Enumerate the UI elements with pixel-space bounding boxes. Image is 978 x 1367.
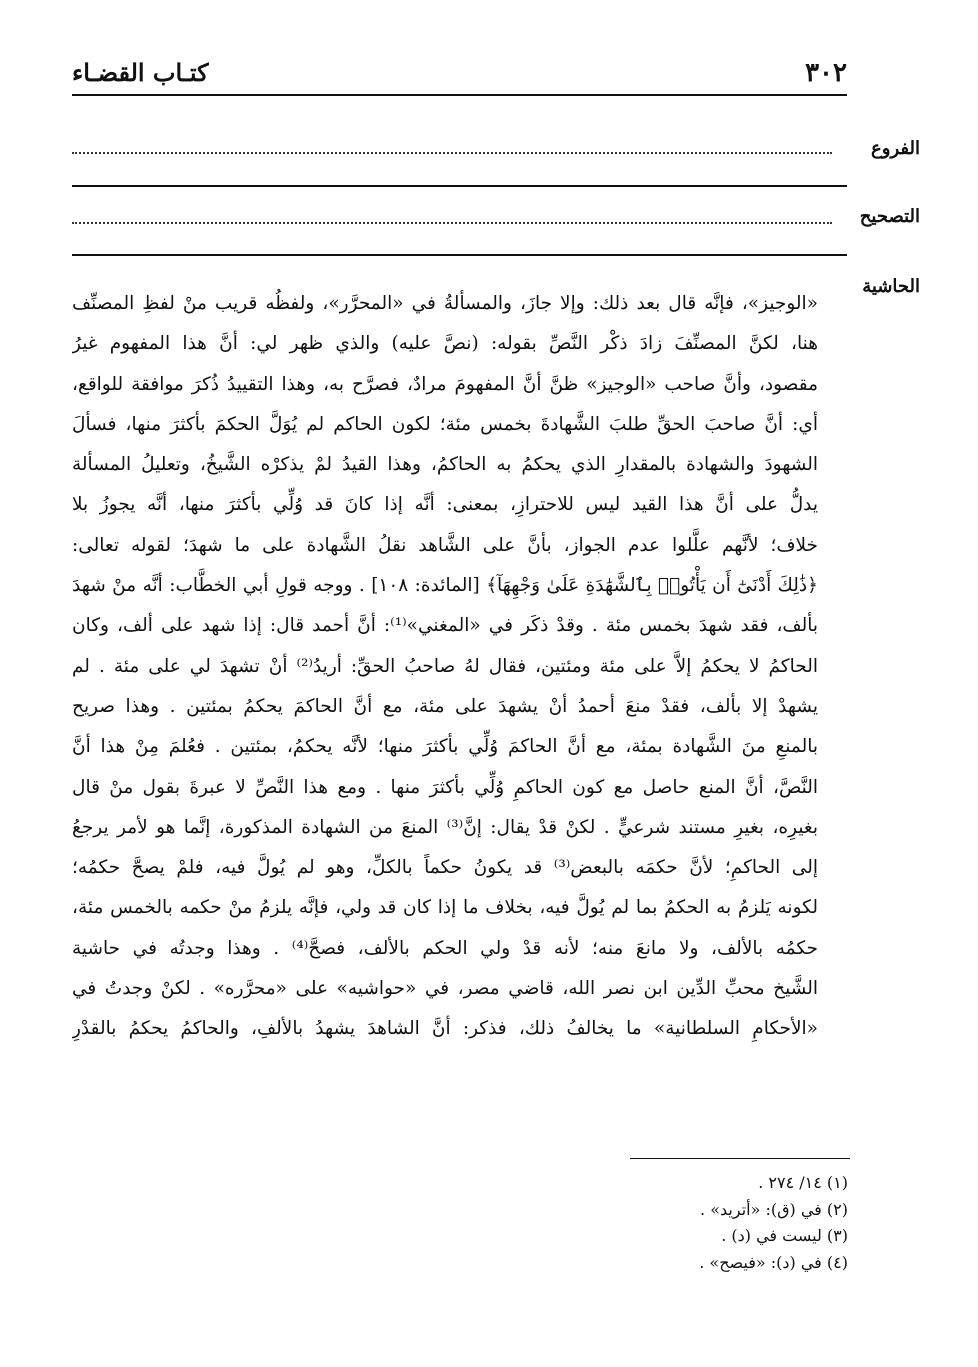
body-line: إلى الحاكمِ؛ لأنَّ حكمَه بالبعض⁽³⁾ قد يكونُ حكماً بالكلِّ، وهو لم يُولَّ فيه، فلمْ يصحَّ حكمُه؛	[72, 857, 818, 879]
footnotes	[248, 1170, 848, 1276]
body-line: أي: أنَّ صاحبَ الحقِّ طلبَ الشَّهادةَ بخمس مئة؛ لكون الحاكم لم يُوَلَّ الحكمَ بأكثرَ منها، فسألَ	[72, 413, 818, 435]
body-line: بغيرِه، بغيرِ مستند شرعيٍّ . لكنْ قدْ يقال: إنَّ⁽³⁾ المنعَ من الشهادة المذكورة، إنَّما هو لأمر يرجعُ	[72, 816, 818, 838]
body-line: «الوجيز»، فإنَّه قال بعد ذلك: وإلا جازَ، والمسألةُ في «المحرَّر»، ولفظُه قريب منْ لفظِ المصنِّف	[72, 293, 818, 314]
body-line: هنا، لكنَّ المصنِّفَ زادَ ذكْر النَّصِّ بقوله: (نصَّ عليه) والذي ظهر لي: أنَّ هذا المفهوم غيرُ	[72, 333, 818, 355]
body-line: الحاكمُ لا يحكمُ إلاَّ على مئة ومئتين، فقال لهُ صاحبُ الحقِّ: أريدُ⁽²⁾ أنْ تشهدَ لي على مئة . لم	[72, 655, 818, 677]
footnote-separator	[630, 1157, 850, 1159]
tashih-rule	[72, 252, 847, 256]
footnote: (٤) في (د): «فيصح» .	[699, 1252, 848, 1272]
body-line: خلاف؛ لأنَّهم علَّلوا عدم الجواز، بأنَّ على الشَّاهد نقلُ الشَّهادة على ما شهدَ؛ لقوله تعالى:	[72, 534, 818, 556]
page-number: ٣٠٢	[805, 58, 847, 88]
body-line: «الأحكامِ السلطانية» ما يخالفُ ذلك، فذكر: أنَّ الشاهدَ يشهدُ بالألفِ، والحاكمُ يحكمُ بالقدْرِ	[72, 1018, 818, 1040]
footnote: (٣) ليست في (د) .	[721, 1226, 848, 1245]
label-hashiya: الحاشية	[862, 276, 920, 297]
hashiya-body	[72, 284, 818, 1050]
running-header	[72, 52, 847, 96]
body-line: النَّصَّ، أنَّ المنع حاصل مع كون الحاكمِ وُلِّي بأكثرَ منها . ومع هذا النَّصِّ لا عبرةَ بقول منْ قال	[72, 776, 818, 798]
body-line: لكونه يَلزمُ به الحكمُ بما لم يُولَّ فيه، بخلاف ما إذا كان قد ولي، فإنَّه يلزمُ منْ حكمه بالخمس مئة،	[72, 897, 818, 919]
book-title: كتـاب القضـاء	[72, 58, 209, 87]
body-line: الشَّيخ محبِّ الدِّين ابن نصر الله، قاضي مصر، في «حواشيه» على «محرَّره» . لكنْ وجدتُ في	[72, 978, 818, 1000]
label-furu: الفروع	[871, 138, 920, 159]
body-line: بالمنعِ منَ الشَّهادة بمئة، مع أنَّ الحاكمَ وُلِّي بأكثرَ منها؛ لأنَّه يحكمُ، بمئتين . فعُلمَ مِنْ هذا أنَّ	[72, 736, 818, 758]
body-line: ﴿ذَٰلِكَ أَدْنَىٰٓ أَن يَأْتُوا۟ بِٱلشَّهَٰدَةِ عَلَىٰ وَجْهِهَآ﴾ [المائدة: ١٠٨] . ووجه قولِ أبي الخطَّاب: أنَّه منْ شهدَ	[72, 575, 818, 597]
body-line: بألف، فقد شهدَ بخمس مئة . وقدْ ذكَر في «المغني»⁽¹⁾: أنَّ أحمد قال: إذا شهد على ألف، وكان	[72, 615, 818, 637]
footnote: (٢) في (ق): «أتريد» .	[700, 1199, 848, 1219]
body-line: يشهدْ إلا بألف، فقدْ منعَ أحمدُ أنْ يشهدَ على مئة، مع أنَّ الحاكمَ يحكمُ بمئتين . وهذا صريح	[72, 695, 818, 717]
furu-rule	[72, 183, 847, 187]
tashih-dotted-line	[72, 220, 832, 224]
footnote: (١) ١٤/ ٢٧٤ .	[758, 1173, 848, 1192]
label-tashih: التصحيح	[859, 206, 920, 227]
body-line: يدلُّ على أنَّ هذا القيد ليس للاحترازِ، بمعنى: أنَّه إذا كانَ قد وُلِّي بأكثرَ منها، أنَّه يجوزُ بلا	[72, 494, 818, 516]
furu-dotted-line	[72, 150, 832, 154]
body-line: مقصود، وأنَّ صاحب «الوجيز» ظنَّ أنَّ المفهومَ مرادٌ، فصرَّح به، وهذا التقييدُ ذُكرَ موافقة للواقع،	[72, 373, 818, 395]
body-line: الشهودَ والشهادة بالمقدارِ الذي يحكمُ به الحاكمُ، وهذا القيدُ لمْ يذكرْه الشَّيخُ، وتعليلُ المسألة	[72, 454, 818, 476]
body-line: حكمُه بالألف، ولا مانعَ منه؛ لأنه قدْ ولي الحكم بالألف، فصحَّ⁽⁴⁾ . وهذا وجدتُه في حاشية	[72, 937, 818, 959]
